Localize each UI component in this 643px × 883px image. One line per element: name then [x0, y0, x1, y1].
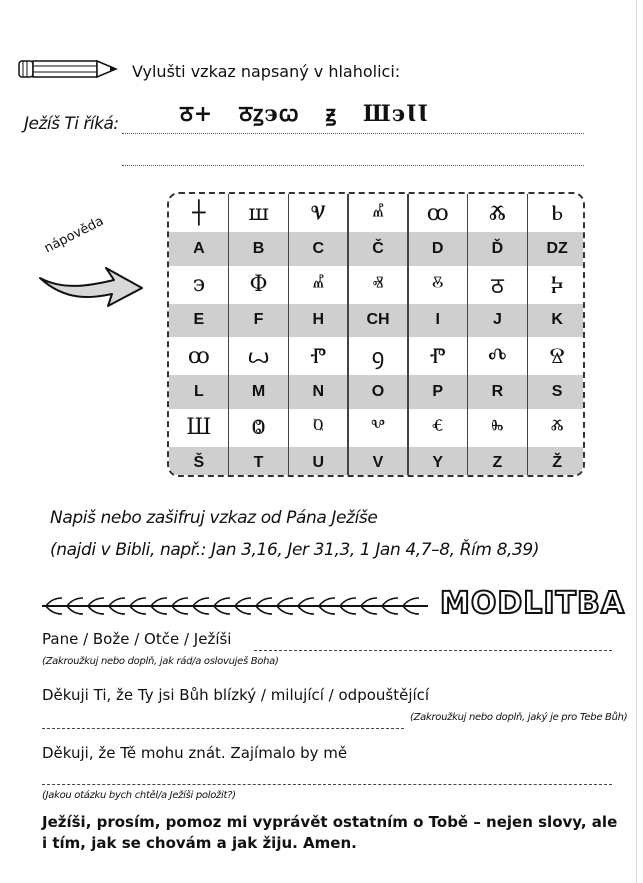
- cipher-table: [167, 192, 585, 477]
- bible-references: (najdi v Bibli, např.: Jan 3,16, Jer 31,3, 1 Jan 4,7–8, Řím 8,39): [50, 540, 540, 560]
- pencil-icon: [18, 58, 120, 80]
- prayer-closing: Ježíši, prosím, pomoz mi vyprávět ostatním o Tobě – nejen slovy, ale i tím, jak se chovám a jak žiju. Amen.: [42, 813, 618, 852]
- glyph-cell: ш: [248, 200, 269, 226]
- glyph-cell: Φ: [249, 272, 268, 297]
- hint-label: nápověda: [42, 213, 107, 257]
- letter-cell: DZ: [527, 232, 585, 266]
- letter-cell: R: [468, 375, 528, 409]
- letter-cell: E: [169, 304, 229, 338]
- glyph-cell: ⰶ: [550, 415, 564, 440]
- answer-line[interactable]: [122, 165, 584, 166]
- letter-cell: B: [229, 232, 289, 266]
- glyph-cell: Ш: [186, 415, 212, 440]
- letter-cell: D: [408, 232, 468, 266]
- column-divider: [347, 194, 349, 477]
- fill-in-line[interactable]: [254, 650, 612, 651]
- glyph-cell: э: [192, 272, 206, 297]
- glyph-cell: Ⱌ: [310, 200, 326, 226]
- encoded-word: ШэꙆꙆ: [362, 101, 429, 127]
- glyph-cell: ┼: [192, 200, 206, 226]
- letter-cell: Ž: [527, 447, 585, 478]
- encoded-word: ꙃ: [325, 101, 337, 127]
- column-divider: [288, 194, 290, 477]
- column-divider: [527, 194, 529, 477]
- glyph-cell: ꙍ: [247, 343, 270, 369]
- glyph-cell: ⰲ: [370, 415, 386, 440]
- glyph-cell: Ⰶ: [488, 200, 506, 226]
- letter-cell: L: [169, 375, 229, 409]
- encoded-message: [180, 98, 580, 132]
- letter-cell: P: [408, 375, 468, 409]
- encoded-word: ठꙁэꙍ: [239, 101, 300, 127]
- prayer-note: (Zakroužkuj nebo doplň, jak rád/a oslovuješ Boha): [42, 656, 279, 667]
- letter-cell: N: [288, 375, 348, 409]
- fill-in-line[interactable]: [42, 784, 612, 785]
- glyph-cell: Ⰴ: [488, 343, 507, 369]
- prayer-note: (Zakroužkuj nebo doplň, jaký je pro Tebe Bůh): [410, 712, 628, 723]
- letter-cell: CH: [348, 304, 408, 338]
- letter-cell: O: [348, 375, 408, 409]
- letter-cell: F: [229, 304, 289, 338]
- letter-cell: Y: [408, 447, 468, 478]
- letter-cell: M: [229, 375, 289, 409]
- glyph-cell: Ⱉ: [251, 415, 266, 440]
- glyph-cell: ⰼ: [372, 200, 384, 226]
- letter-cell: H: [288, 304, 348, 338]
- glyph-cell: Ⱃ: [551, 200, 564, 226]
- prayer-title: MODLITBA: [440, 586, 626, 621]
- glyph-cell: ठ: [491, 273, 504, 299]
- letter-cell: Z: [468, 447, 528, 478]
- letter-cell: T: [229, 447, 289, 478]
- letter-cell: Ď: [468, 232, 528, 266]
- prayer-line-thanks: Děkuji Ti, že Ty jsi Bůh blízký / milující / odpouštějící: [42, 686, 430, 704]
- glyph-cell: ⱔ: [431, 415, 444, 440]
- letter-cell: V: [348, 447, 408, 478]
- letter-cell: K: [527, 304, 585, 338]
- glyph-cell: ⱏ: [372, 272, 384, 297]
- prayer-line-address: Pane / Bože / Otče / Ježíši: [42, 630, 232, 648]
- glyph-cell: ⰼ: [312, 272, 325, 297]
- glyph-cell: Ⱂ: [310, 343, 327, 369]
- glyph-cell: Ⰽ: [550, 272, 564, 297]
- glyph-cell: ꝏ: [187, 343, 210, 369]
- letter-cell: Č: [348, 232, 408, 266]
- encoded-word: ठ+: [180, 101, 214, 127]
- letter-cell: C: [288, 232, 348, 266]
- fill-in-line[interactable]: [42, 728, 404, 729]
- page-edge: [636, 0, 637, 883]
- arrow-icon: [36, 262, 146, 310]
- prayer-line-question: Děkuji, že Tě mohu znát. Zajímalo by mě: [42, 744, 348, 762]
- jesus-says-label: Ježíš Ti říká:: [24, 114, 119, 134]
- letter-cell: J: [468, 304, 528, 338]
- glyph-cell: ⰸ: [491, 415, 504, 440]
- letter-cell: Š: [169, 447, 229, 478]
- wheat-ear-decoration: [40, 595, 430, 617]
- letter-cell: U: [288, 447, 348, 478]
- answer-line[interactable]: [122, 133, 584, 134]
- column-divider: [407, 194, 409, 477]
- glyph-cell: ⰻ: [431, 272, 444, 297]
- glyph-cell: ⱒ: [313, 415, 324, 440]
- instruction-text: Vylušti vzkaz napsaný v hlaholici:: [132, 62, 401, 81]
- glyph-cell: Ⱂ: [429, 343, 446, 369]
- glyph-cell: ꝏ: [426, 200, 449, 226]
- column-divider: [467, 194, 469, 477]
- column-divider: [228, 194, 230, 477]
- letter-cell: A: [169, 232, 229, 266]
- letter-cell: S: [527, 375, 585, 409]
- prayer-note: (Jakou otázku bych chtěl/a Ježíši položit?): [42, 790, 236, 801]
- write-prompt: Napiš nebo zašifruj vzkaz od Pána Ježíše: [50, 508, 378, 528]
- glyph-cell: Ⱄ: [549, 343, 565, 369]
- glyph-cell: ꝯ: [371, 345, 385, 370]
- letter-cell: I: [408, 304, 468, 338]
